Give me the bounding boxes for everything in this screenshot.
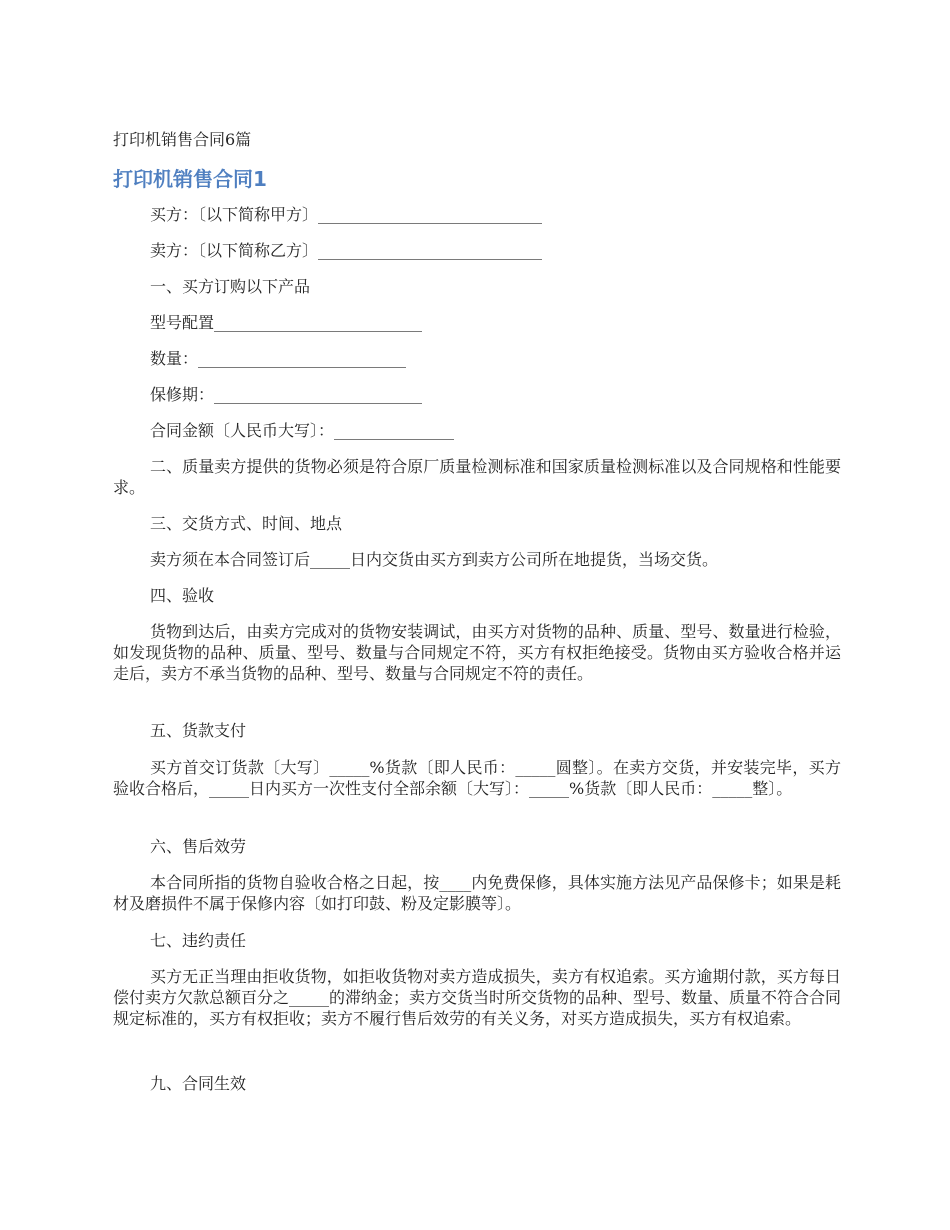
payment-paragraph: 买方首交订货款〔大写〕_____%货款〔即人民币：_____圆整〕。在卖方交货，并安装完毕，买方验收合格后，_____日内买方一次性支付全部余额〔大写〕：_____%货款〔即人民币：_____整〕。 [113,758,841,798]
contract-amount-line: 合同金额〔人民币大写〕：_______________ [150,421,455,440]
after-sales-paragraph: 本合同所指的货物自验收合格之日起，按____内免费保修，具体实施方法见产品保修卡；如果是耗材及磨损件不属于保修内容〔如打印鼓、粉及定影膜等〕。 [113,873,841,913]
section-9-heading: 九、合同生效 [150,1074,247,1093]
section-3-heading: 三、交货方式、时间、地点 [150,514,343,533]
liability-paragraph: 买方无正当理由拒收货物，如拒收货物对卖方造成损失，卖方有权追索。买方逾期付款，买方每日偿付卖方欠款总额百分之_____的滞纳金；卖方交货当时所交货物的品种、型号、数量、质量不符合合同规定标准的，买方有权拒收；卖方不履行售后效劳的有关义务，对买方造成损失，买方有权追索。 [113,967,842,1028]
model-config-line: 型号配置__________________________ [150,313,423,332]
delivery-paragraph: 卖方须在本合同签订后_____日内交货由买方到卖方公司所在地提货，当场交货。 [150,550,719,569]
seller-line: 卖方：〔以下简称乙方〕____________________________ [150,241,543,260]
section-1-heading: 一、买方订购以下产品 [150,277,311,296]
quantity-line: 数量：__________________________ [150,349,407,368]
contract-heading: 打印机销售合同1 [113,167,267,191]
inspection-paragraph: 货物到达后，由卖方完成对的货物安装调试，由买方对货物的品种、质量、型号、数量进行检验，如发现货物的品种、质量、型号、数量与合同规定不符，买方有权拒绝接受。货物由买方验收合格并运走后，卖方不承当货物的品种、型号、数量与合同规定不符的责任。 [113,622,841,683]
section-5-heading: 五、货款支付 [150,721,247,740]
section-7-heading: 七、违约责任 [150,931,247,950]
document-title: 打印机销售合同6篇 [113,130,252,149]
section-6-heading: 六、售后效劳 [150,837,247,856]
warranty-line: 保修期：__________________________ [150,385,423,404]
section-2-quality: 二、质量卖方提供的货物必须是符合原厂质量检测标准和国家质量检测标准以及合同规格和性能要求。 [113,457,841,497]
buyer-line: 买方：〔以下简称甲方〕____________________________ [150,205,543,224]
section-4-heading: 四、验收 [150,586,215,605]
